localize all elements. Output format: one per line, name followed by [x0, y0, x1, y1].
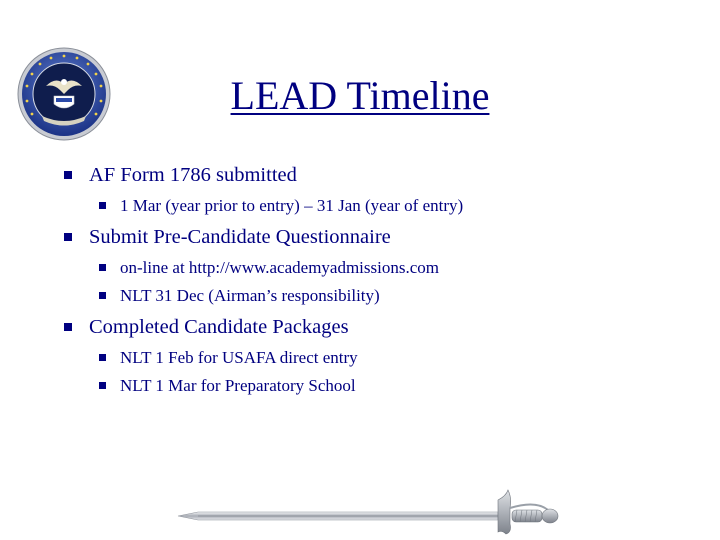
- sword-icon: [176, 486, 560, 536]
- bullet-text: Completed Candidate Packages: [89, 316, 349, 338]
- sub-bullet-text: NLT 1 Feb for USAFA direct entry: [120, 348, 358, 367]
- square-bullet-icon: [99, 202, 106, 209]
- bullet-text: Submit Pre-Candidate Questionnaire: [89, 226, 391, 248]
- sub-bullet-item: [62, 255, 682, 280]
- sub-bullet-item: [62, 345, 682, 370]
- bullet-item: [62, 222, 682, 252]
- bullet-item: [62, 312, 682, 342]
- sub-bullet-text: NLT 1 Mar for Preparatory School: [120, 376, 356, 395]
- bullet-list: [62, 160, 682, 398]
- slide-title: LEAD Timeline: [230, 73, 490, 118]
- sub-bullet-text: 1 Mar (year prior to entry) – 31 Jan (year of entry): [120, 196, 464, 215]
- square-bullet-icon: [64, 323, 72, 331]
- square-bullet-icon: [99, 292, 106, 299]
- sub-bullet-item: [62, 373, 682, 398]
- square-bullet-icon: [99, 264, 106, 271]
- square-bullet-icon: [64, 233, 72, 241]
- bullet-text: AF Form 1786 submitted: [89, 164, 297, 186]
- bullet-item: [62, 160, 682, 190]
- sub-bullet-text: on-line at http://www.academyadmissions.com: [120, 258, 439, 277]
- square-bullet-icon: [64, 171, 72, 179]
- square-bullet-icon: [99, 354, 106, 361]
- sub-bullet-item: [62, 193, 682, 218]
- square-bullet-icon: [99, 382, 106, 389]
- sub-bullet-item: [62, 283, 682, 308]
- sub-bullet-text: NLT 31 Dec (Airman’s responsibility): [120, 286, 380, 305]
